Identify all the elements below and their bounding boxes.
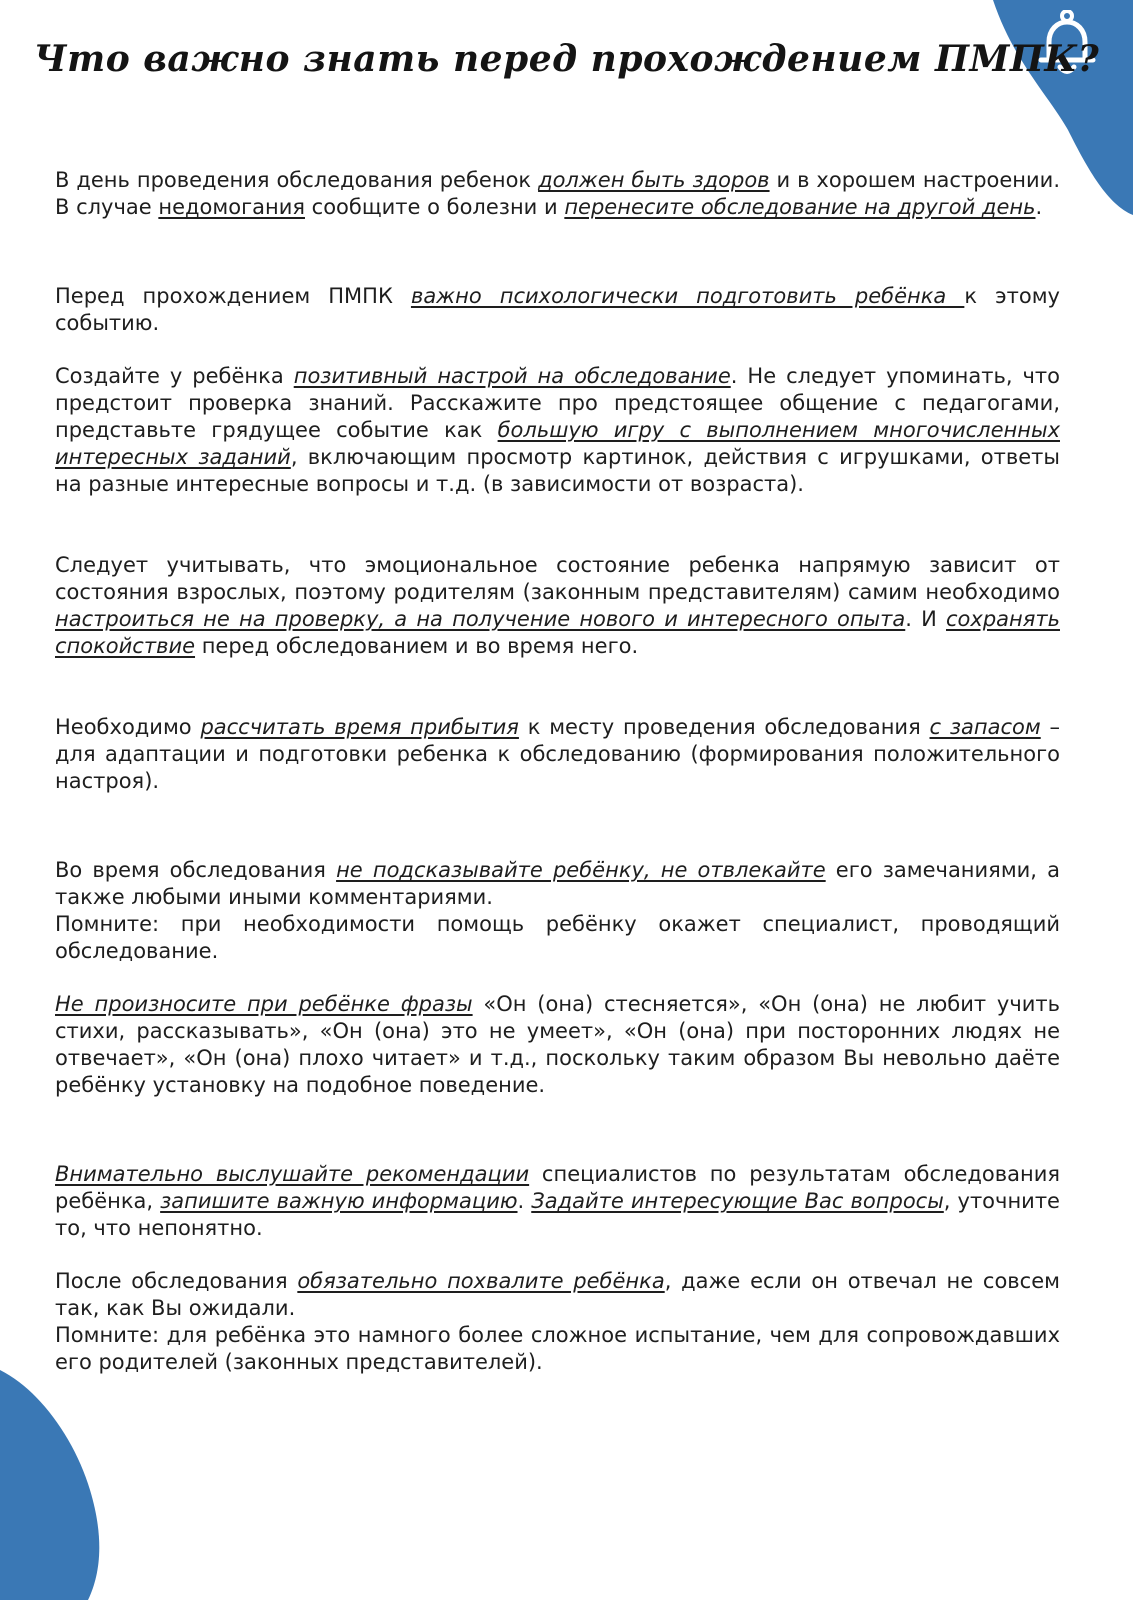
emphasized-text: должен быть здоров xyxy=(538,168,770,192)
emphasized-text: Задайте интересующие Вас вопросы xyxy=(531,1189,944,1213)
document-body xyxy=(55,167,1060,1376)
paragraph-phrases xyxy=(55,991,1060,1099)
paragraph-text: перед обследованием и во время него. xyxy=(195,634,639,658)
emphasized-text: Внимательно выслушайте рекомендации xyxy=(55,1162,530,1186)
paragraph-text: , даже если он отвечал не совсем так, как Вы ожидали. xyxy=(55,1269,1060,1320)
paragraph-text: к этому событию. xyxy=(55,284,1060,335)
paragraph-prepare xyxy=(55,283,1060,337)
emphasized-text: перенесите обследование на другой день xyxy=(564,195,1036,219)
emphasized-text: обязательно похвалите ребёнка xyxy=(297,1269,665,1293)
emphasized-text: настроиться не на проверку, а на получение нового и интересного опыта xyxy=(55,607,906,631)
paragraph-positive-attitude xyxy=(55,363,1060,498)
emphasized-text: не подсказывайте ребёнку, не отвлекайте xyxy=(336,858,826,882)
emphasized-text: Не произносите при ребёнке фразы xyxy=(55,992,473,1016)
paragraph-text: . И xyxy=(905,607,946,631)
underlined-text: недомогания xyxy=(158,195,305,219)
paragraph-health xyxy=(55,167,1060,221)
paragraph-text: . xyxy=(517,1189,532,1213)
paragraph-text: Помните: для ребёнка это намного более сложное испытание, чем для сопровождавших его родителей (законных представителей). xyxy=(55,1323,1060,1374)
paragraph-text: и в хорошем настроении. В случае xyxy=(55,168,1060,219)
emphasized-text: рассчитать время прибытия xyxy=(200,715,519,739)
paragraph-text: Следует учитывать, что эмоциональное состояние ребенка напрямую зависит от состояния взрослых, поэтому родителям (законным представителям) самим необходимо xyxy=(55,553,1060,604)
paragraph-text: Помните: при необходимости помощь ребёнку окажет специалист, проводящий обследование. xyxy=(55,912,1060,963)
paragraph-text: В день проведения обследования ребенок xyxy=(55,168,539,192)
page-title: Что важно знать перед прохождением ПМПК? xyxy=(33,38,1100,80)
paragraph-text: к месту проведения обследования xyxy=(518,715,930,739)
paragraph-specialist-help xyxy=(55,911,1060,965)
paragraph-text: После обследования xyxy=(55,1269,298,1293)
emphasized-text: важно психологически подготовить ребёнка xyxy=(410,284,965,308)
paragraph-text: его замечаниями, а также любыми иными комментариями. xyxy=(55,858,1060,909)
emphasized-text: с запасом xyxy=(929,715,1041,739)
emphasized-text: сохранять спокойствие xyxy=(55,607,1060,658)
paragraph-text: . xyxy=(1035,195,1043,219)
paragraph-text: Перед прохождением ПМПК xyxy=(55,284,411,308)
paragraph-reminder xyxy=(55,1322,1060,1376)
paragraph-text: – для адаптации и подготовки ребенка к обследованию (формирования положительного настроя). xyxy=(55,715,1061,793)
emphasized-text: позитивный настрой на обследование xyxy=(293,364,731,388)
paragraph-text: специалистов по результатам обследования ребёнка, xyxy=(55,1162,1060,1213)
emphasized-text: запишите важную информацию xyxy=(160,1189,518,1213)
paragraph-recommendations xyxy=(55,1161,1060,1242)
paragraph-no-hints xyxy=(55,857,1060,911)
paragraph-text: Необходимо xyxy=(55,715,201,739)
paragraph-text: сообщите о болезни и xyxy=(304,195,565,219)
paragraph-text: . Не следует упоминать, что предстоит проверка знаний. Расскажите про предстоящее общение с педагогами, представьте грядущее событие как xyxy=(55,364,1060,442)
paragraph-text: «Он (она) стесняется», «Он (она) не любит учить стихи, рассказывать», «Он (она) это не умеет», «Он (она) при посторонних людях не отвечает», «Он (она) плохо читает» и т.д., поскольку таким образом Вы невольно даёте ребёнку установку на подобное поведение. xyxy=(55,992,1060,1097)
paragraph-text: Создайте у ребёнка xyxy=(55,364,294,388)
paragraph-text: , уточните то, что непонятно. xyxy=(55,1189,1060,1240)
paragraph-praise xyxy=(55,1268,1060,1322)
emphasized-text: большую игру с выполнением многочисленных интересных заданий xyxy=(55,418,1060,469)
paragraph-text: , включающим просмотр картинок, действия с игрушками, ответы на разные интересные вопросы и т.д. (в зависимости от возраста). xyxy=(55,445,1060,496)
paragraph-parents-state xyxy=(55,552,1060,660)
corner-blob-bottom xyxy=(0,1370,110,1600)
paragraph-text: Во время обследования xyxy=(55,858,337,882)
paragraph-arrival-time xyxy=(55,714,1060,795)
